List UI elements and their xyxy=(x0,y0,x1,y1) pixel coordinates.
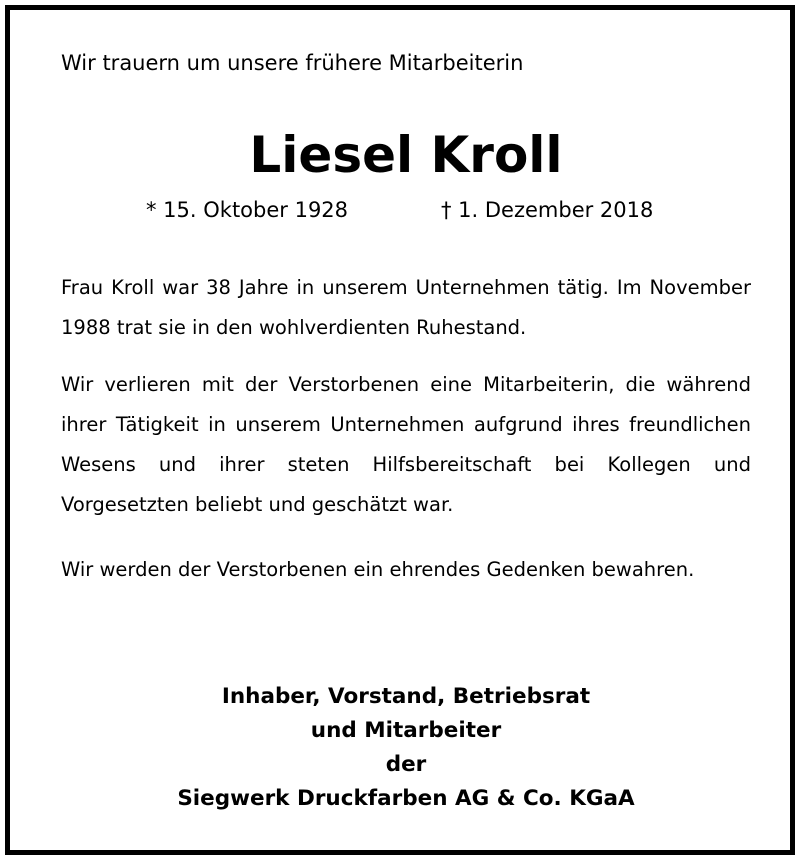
signoff-block xyxy=(61,680,751,816)
paragraph-remembrance: Wir werden der Verstorbenen ein ehrendes Gedenken bewahren. xyxy=(61,558,695,581)
deceased-name: Liesel Kroll xyxy=(249,126,563,184)
paragraph-career: Frau Kroll war 38 Jahre in unserem Unternehmen tätig. Im November 1988 trat sie in den wohlverdienten Ruhestand. xyxy=(61,276,751,339)
death-date: † 1. Dezember 2018 xyxy=(441,198,654,222)
signoff-line-3: der xyxy=(385,752,427,777)
paragraph-tribute: Wir verlieren mit der Verstorbenen eine Mitarbeiterin, die während ihrer Tätigkeit in unserem Unternehmen aufgrund ihres freundlichen Wesens und ihrer steten Hilfsbereitschaft bei Kollegen und Vorgesetzten beliebt und geschätzt war. xyxy=(61,373,751,516)
obituary-notice-frame xyxy=(5,5,795,855)
birth-date: * 15. Oktober 1928 xyxy=(146,198,349,222)
signoff-company: Siegwerk Druckfarben AG & Co. KGaA xyxy=(177,786,635,811)
signoff-line-2: und Mitarbeiter xyxy=(310,718,502,743)
intro-line: Wir trauern um unsere frühere Mitarbeiterin xyxy=(61,51,524,75)
signoff-line-1: Inhaber, Vorstand, Betriebsrat xyxy=(221,684,591,709)
